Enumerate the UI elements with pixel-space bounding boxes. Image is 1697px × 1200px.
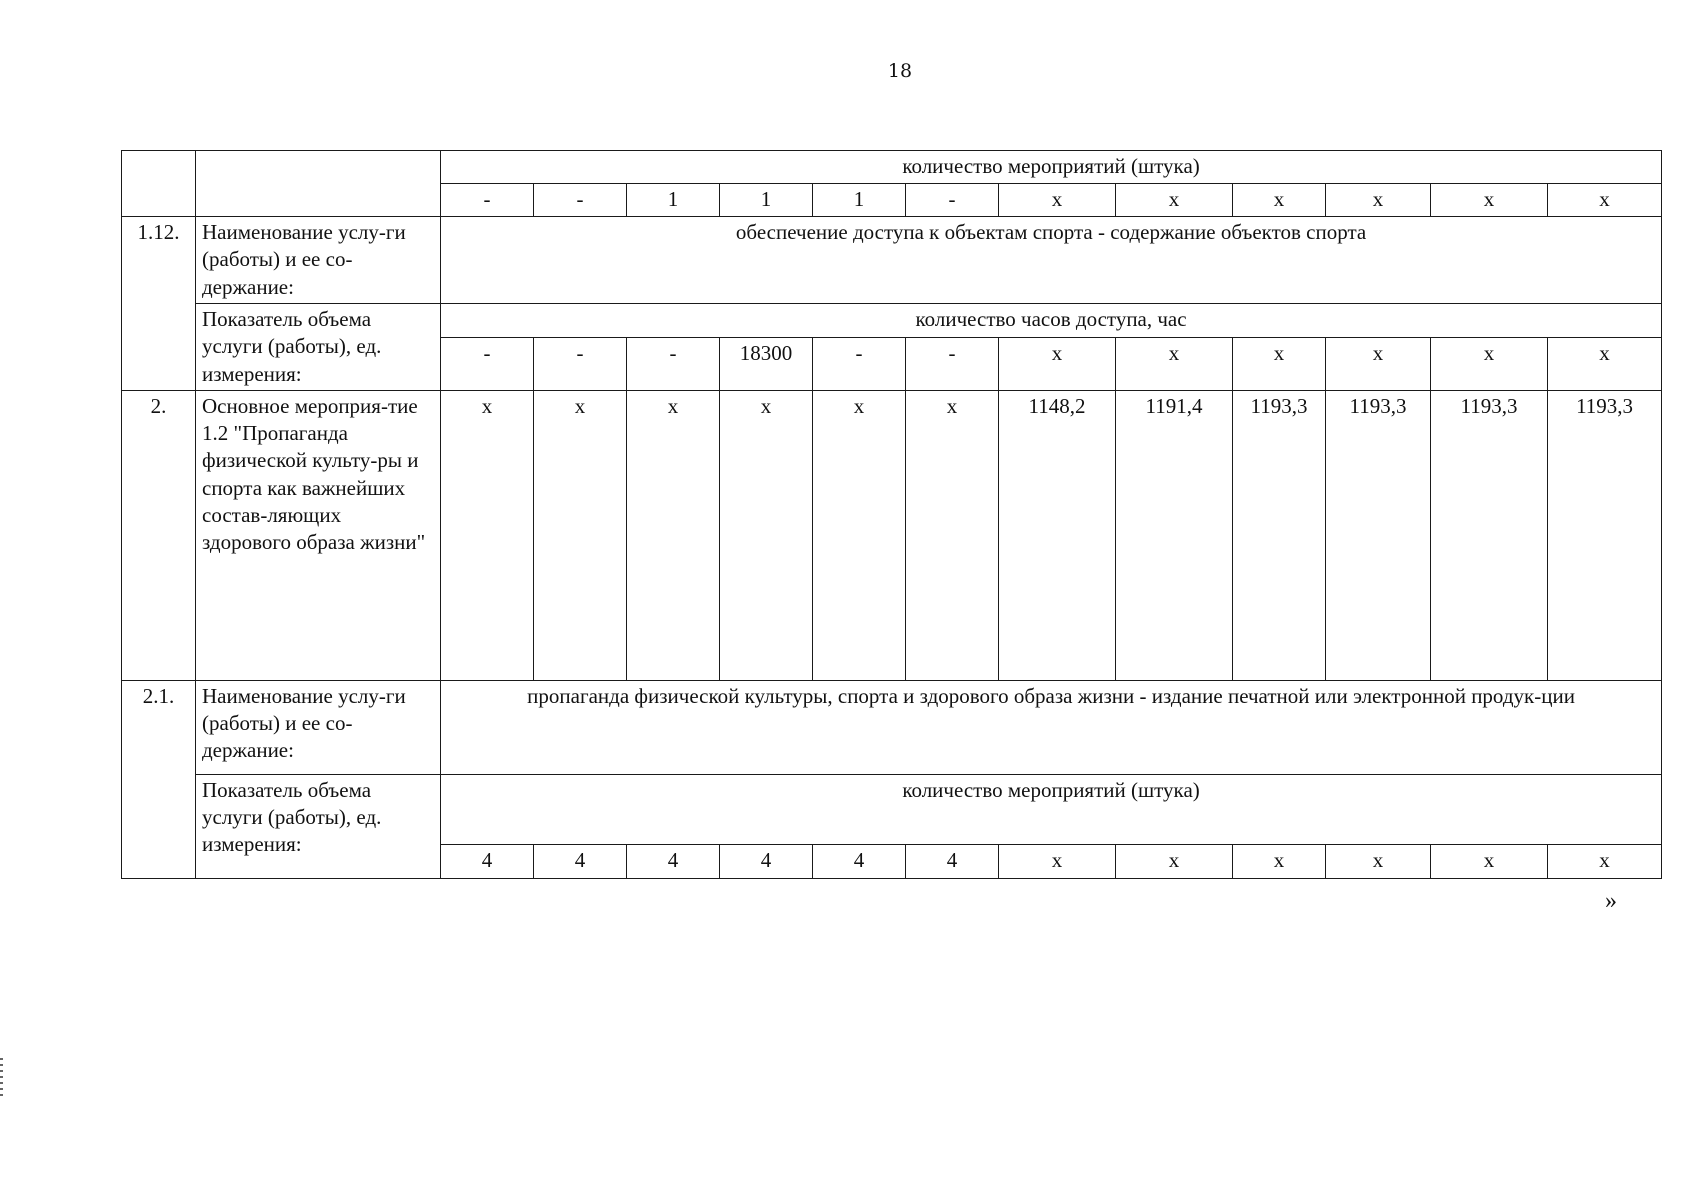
- value-cell: x: [1116, 844, 1233, 878]
- volume-indicator-value: количество мероприятий (штука): [441, 774, 1662, 844]
- value-cell: x: [813, 390, 906, 680]
- cont-measure: количество мероприятий (штука): [441, 151, 1662, 184]
- value-cell: -: [906, 184, 999, 217]
- value-cell: x: [1326, 184, 1431, 217]
- value-cell: x: [1233, 184, 1326, 217]
- value-cell: x: [999, 844, 1116, 878]
- value-cell: 4: [813, 844, 906, 878]
- program-table: [121, 150, 1662, 879]
- service-name-value: обеспечение доступа к объектам спорта - содержание объектов спорта: [441, 217, 1662, 304]
- value-cell: x: [999, 184, 1116, 217]
- value-cell: 4: [720, 844, 813, 878]
- value-cell: x: [1548, 184, 1662, 217]
- value-cell: x: [534, 390, 627, 680]
- value-cell: x: [906, 390, 999, 680]
- value-cell: x: [627, 390, 720, 680]
- page-number: 18: [887, 60, 913, 82]
- service-name-value: пропаганда физической культуры, спорта и здорового образа жизни - издание печатной или электронной продук-ции: [441, 680, 1662, 774]
- value-cell: x: [1233, 844, 1326, 878]
- row-number-2-1: 2.1.: [122, 680, 196, 878]
- volume-indicator-value: количество часов доступа, час: [441, 304, 1662, 338]
- value-cell: x: [1431, 844, 1548, 878]
- value-cell: -: [627, 337, 720, 390]
- value-cell: 4: [441, 844, 534, 878]
- value-cell: x: [1116, 337, 1233, 390]
- service-name-label: Наименование услу-ги (работы) и ее со-держание:: [196, 217, 441, 304]
- value-cell: 4: [534, 844, 627, 878]
- value-cell: 4: [627, 844, 720, 878]
- value-cell: 1148,2: [999, 390, 1116, 680]
- main-activity-label: Основное мероприя-тие 1.2 "Пропаганда физической культу-ры и спорта как важнейших состав-ляющих здорового образа жизни": [196, 390, 441, 680]
- value-cell: 1193,3: [1548, 390, 1662, 680]
- value-cell: x: [1431, 337, 1548, 390]
- value-cell: -: [441, 184, 534, 217]
- cont-number-cell: [122, 151, 196, 217]
- value-cell: x: [1548, 337, 1662, 390]
- value-cell: 1193,3: [1431, 390, 1548, 680]
- value-cell: x: [720, 390, 813, 680]
- volume-indicator-label: Показатель объема услуги (работы), ед. измерения:: [196, 774, 441, 878]
- value-cell: 1193,3: [1326, 390, 1431, 680]
- value-cell: x: [1233, 337, 1326, 390]
- value-cell: 18300: [720, 337, 813, 390]
- value-cell: 1: [720, 184, 813, 217]
- value-cell: 1193,3: [1233, 390, 1326, 680]
- main-activity-row: [122, 390, 1662, 680]
- value-cell: x: [999, 337, 1116, 390]
- row-number-1-12: 1.12.: [122, 217, 196, 391]
- value-cell: x: [1548, 844, 1662, 878]
- value-cell: x: [1326, 337, 1431, 390]
- volume-indicator-label: Показатель объема услуги (работы), ед. измерения:: [196, 304, 441, 391]
- row-number-2: 2.: [122, 390, 196, 680]
- cont-label-cell: [196, 151, 441, 217]
- value-cell: -: [534, 337, 627, 390]
- value-cell: 1: [627, 184, 720, 217]
- value-cell: -: [813, 337, 906, 390]
- value-cell: 1191,4: [1116, 390, 1233, 680]
- value-cell: x: [1326, 844, 1431, 878]
- scan-edge-marks: [0, 1058, 3, 1098]
- value-cell: -: [534, 184, 627, 217]
- service-name-label: Наименование услу-ги (работы) и ее со-держание:: [196, 680, 441, 774]
- value-cell: x: [441, 390, 534, 680]
- value-cell: 4: [906, 844, 999, 878]
- closing-quote-mark: »: [1605, 888, 1617, 914]
- value-cell: x: [1116, 184, 1233, 217]
- value-cell: -: [441, 337, 534, 390]
- value-cell: 1: [813, 184, 906, 217]
- value-cell: -: [906, 337, 999, 390]
- value-cell: x: [1431, 184, 1548, 217]
